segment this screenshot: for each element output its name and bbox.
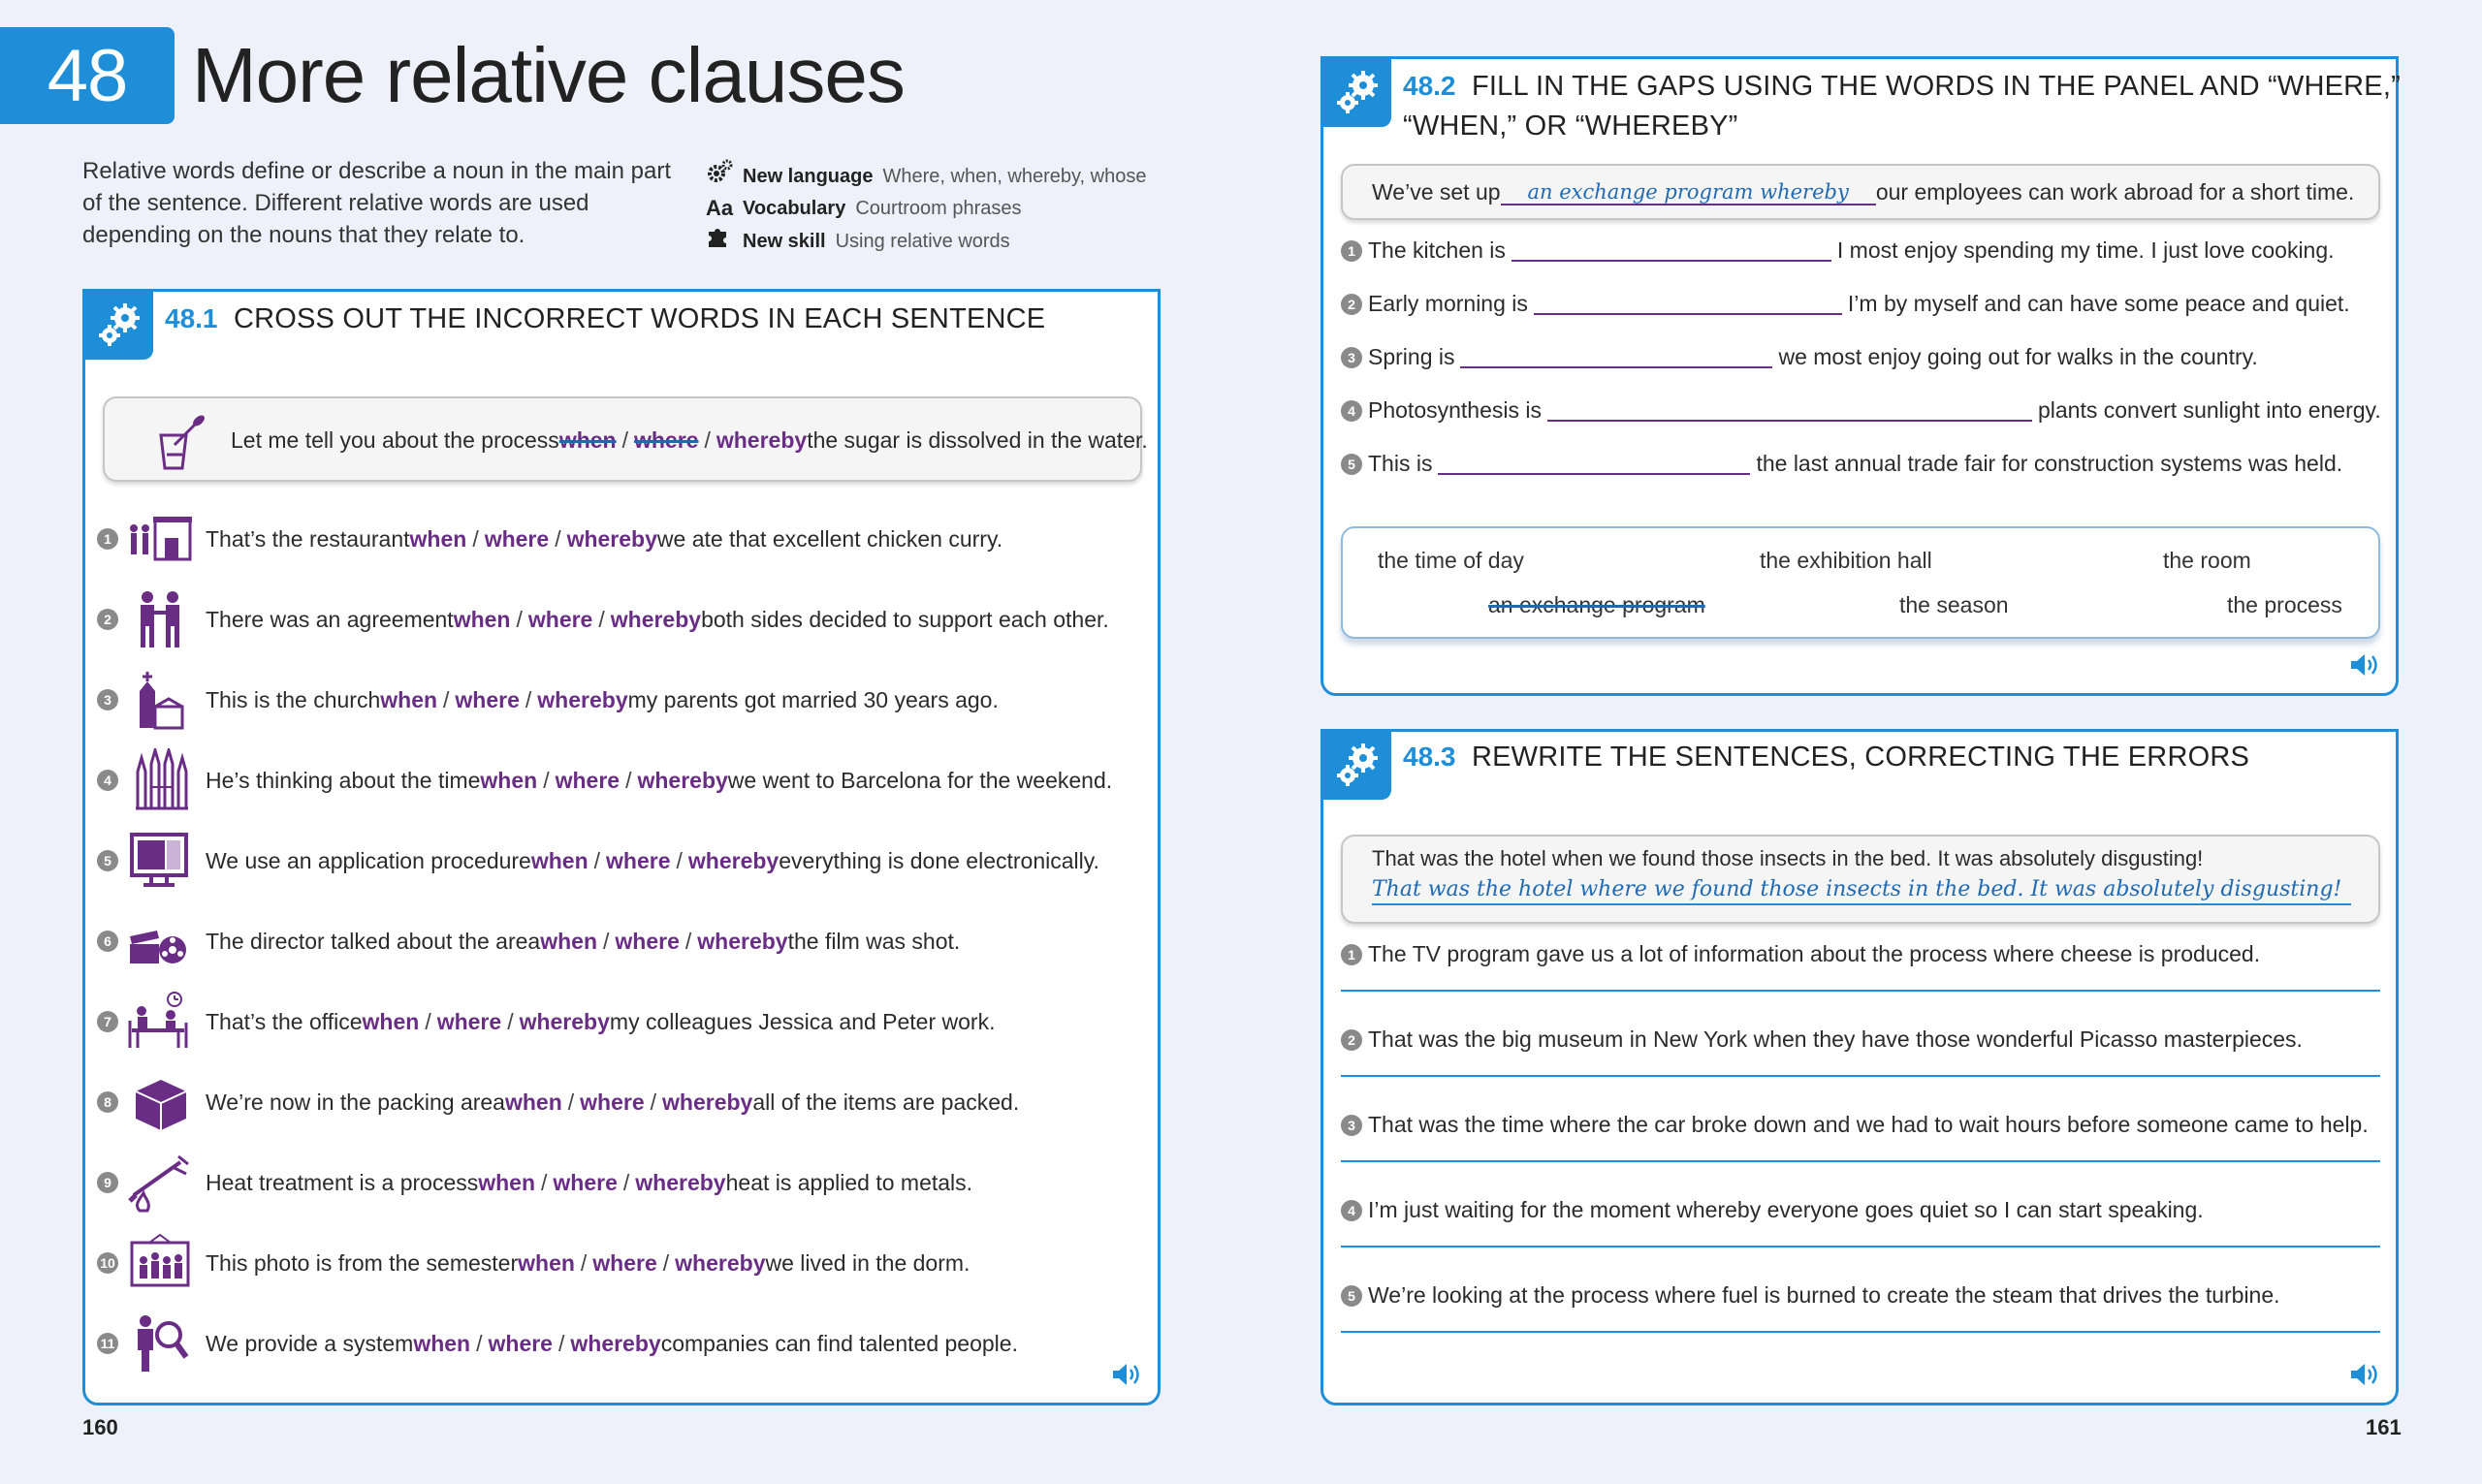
option-where[interactable]: where xyxy=(488,1330,553,1356)
meta-new-language xyxy=(706,159,1146,193)
example-text-before: Let me tell you about the process xyxy=(231,427,559,453)
list-item xyxy=(1341,1112,2369,1138)
item-number: 2 xyxy=(1341,294,1362,315)
item-number: 10 xyxy=(97,1252,118,1274)
option-when[interactable]: when xyxy=(380,686,438,712)
sentence-end: companies can find talented people. xyxy=(660,1330,1018,1356)
word-item[interactable]: the time of day xyxy=(1378,548,1524,573)
item-number: 5 xyxy=(1341,1285,1362,1307)
word-item[interactable]: the exhibition hall xyxy=(1760,548,1932,573)
sentence-end: we ate that excellent chicken curry. xyxy=(656,525,1003,552)
sentence-start: This is the church xyxy=(206,686,381,712)
option-when[interactable]: when xyxy=(478,1169,536,1195)
option-where[interactable]: where xyxy=(592,1249,657,1276)
sentence-start: He’s thinking about the time xyxy=(206,767,481,793)
option-when[interactable]: when xyxy=(453,606,511,632)
speaker-icon[interactable] xyxy=(2349,652,2382,679)
sentence-start: That’s the office xyxy=(206,1008,363,1034)
list-item xyxy=(1341,237,2335,264)
list-item xyxy=(97,829,1099,893)
chapter-number: 48 xyxy=(0,27,175,124)
sentence-text: We’re looking at the process where fuel is burned to create the steam that drives the turbine. xyxy=(1368,1282,2280,1308)
option-whereby[interactable]: whereby xyxy=(570,1330,661,1356)
option-when[interactable]: when xyxy=(413,1330,471,1356)
sentence-start: There was an agreement xyxy=(206,606,454,632)
answer-line[interactable] xyxy=(1341,1160,2380,1162)
answer-line[interactable] xyxy=(1341,1246,2380,1247)
list-item xyxy=(97,990,995,1054)
item-number: 6 xyxy=(97,931,118,952)
sentence-text: That was the time where the car broke down and we had to wait hours before someone came to help. xyxy=(1368,1112,2369,1137)
list-item xyxy=(97,1070,1019,1134)
option-whereby[interactable]: whereby xyxy=(537,686,628,712)
item-number: 1 xyxy=(1341,944,1362,965)
option-separator: / xyxy=(557,1330,565,1356)
list-item xyxy=(1341,397,2381,424)
example-option-crossed[interactable]: when xyxy=(558,427,617,453)
option-where[interactable]: where xyxy=(580,1089,645,1115)
list-item xyxy=(1341,1026,2303,1053)
sentence-start: We’re now in the packing area xyxy=(206,1089,505,1115)
option-separator: / xyxy=(622,1169,630,1195)
option-when[interactable]: when xyxy=(480,767,538,793)
sentence-end: all of the items are packed. xyxy=(752,1089,1020,1115)
item-number: 3 xyxy=(97,689,118,710)
item-number: 5 xyxy=(1341,454,1362,475)
answer-line[interactable] xyxy=(1341,1331,2380,1333)
option-where[interactable]: where xyxy=(455,686,520,712)
option-separator: / xyxy=(541,1169,548,1195)
example-answer: an exchange program whereby xyxy=(1501,180,1876,205)
gear-icon xyxy=(1323,732,1391,800)
option-where[interactable]: where xyxy=(436,1008,502,1034)
option-separator: / xyxy=(676,847,683,873)
answer-gap[interactable] xyxy=(1438,454,1750,475)
magnifier-person-icon xyxy=(126,1311,194,1375)
item-number: 4 xyxy=(97,770,118,791)
option-separator: / xyxy=(543,767,550,793)
list-item xyxy=(1341,291,2350,317)
sentence-start: Spring is xyxy=(1368,344,1455,369)
item-number: 4 xyxy=(1341,400,1362,422)
meta-key: Vocabulary xyxy=(743,198,846,219)
option-separator: / xyxy=(684,928,692,954)
sentence-start: That’s the restaurant xyxy=(206,525,410,552)
item-number: 2 xyxy=(1341,1029,1362,1051)
option-separator: / xyxy=(525,686,532,712)
list-item xyxy=(97,587,1109,651)
sentence-start: We provide a system xyxy=(206,1330,414,1356)
sentence-end: the last annual trade fair for construction systems was held. xyxy=(1756,451,2343,476)
sentence-text: I’m just waiting for the moment whereby everyone goes quiet so I can start speaking. xyxy=(1368,1197,2204,1222)
option-separator: / xyxy=(507,1008,514,1034)
option-whereby[interactable]: whereby xyxy=(662,1089,753,1115)
option-separator: / xyxy=(476,1330,483,1356)
list-item xyxy=(97,1311,1018,1375)
item-number: 7 xyxy=(97,1011,118,1032)
group-photo-icon xyxy=(126,1231,194,1295)
page-number-left: 160 xyxy=(82,1415,118,1439)
option-separator: / xyxy=(443,686,450,712)
speaker-icon[interactable] xyxy=(1111,1362,1144,1389)
exercise-title: FILL IN THE GAPS USING THE WORDS IN THE PANEL AND “WHERE,” xyxy=(1471,71,2401,102)
example-option-crossed[interactable]: where xyxy=(633,427,699,453)
option-when[interactable]: when xyxy=(518,1249,575,1276)
list-item xyxy=(1341,344,2258,370)
list-item xyxy=(97,909,960,973)
gear-icon xyxy=(706,159,743,193)
answer-line[interactable] xyxy=(1341,990,2380,992)
answer-line[interactable] xyxy=(1341,1075,2380,1077)
list-item xyxy=(97,1231,970,1295)
option-whereby[interactable]: whereby xyxy=(519,1008,610,1034)
page-number-right: 161 xyxy=(2366,1415,2402,1439)
option-separator: / xyxy=(567,1089,575,1115)
church-icon xyxy=(126,668,194,732)
answer-gap[interactable] xyxy=(1547,400,2032,422)
item-number: 3 xyxy=(1341,347,1362,368)
example-box xyxy=(1341,164,2380,220)
office-desk-icon xyxy=(126,990,194,1054)
option-separator: / xyxy=(662,1249,670,1276)
sentence-start: This photo is from the semester xyxy=(206,1249,519,1276)
item-number: 11 xyxy=(97,1333,118,1354)
option-separator: / xyxy=(580,1249,588,1276)
example-text-before: We’ve set up xyxy=(1372,179,1501,205)
example-text: That was the hotel when we found those insects in the bed. It was absolutely disgusting! xyxy=(1372,846,2204,870)
sentence-start: This is xyxy=(1368,451,1433,476)
sentence-end: I’m by myself and can have some peace and quiet. xyxy=(1847,291,2350,316)
exercise-48-1-panel xyxy=(82,289,1161,1405)
heat-treatment-icon xyxy=(126,1151,194,1215)
option-separator: / xyxy=(555,525,561,552)
exercise-48-2-panel xyxy=(1321,56,2399,696)
list-item xyxy=(97,748,1112,812)
sentence-start: We use an application procedure xyxy=(206,847,531,873)
option-separator: / xyxy=(516,606,523,632)
example-box xyxy=(1341,835,2380,924)
sentence-end: my parents got married 30 years ago. xyxy=(627,686,999,712)
word-item[interactable]: the room xyxy=(2163,548,2251,573)
sentence-end: heat is applied to metals. xyxy=(725,1169,973,1195)
sentence-text: That was the big museum in New York when they have those wonderful Picasso masterpieces. xyxy=(1368,1026,2303,1052)
option-where[interactable]: where xyxy=(527,606,593,632)
list-item xyxy=(1341,941,2260,967)
item-number: 5 xyxy=(97,850,118,871)
option-where[interactable]: where xyxy=(484,525,550,552)
meta-value: Where, when, whereby, whose xyxy=(882,165,1147,187)
option-where[interactable]: where xyxy=(615,928,680,954)
option-whereby[interactable]: whereby xyxy=(697,928,788,954)
aa-icon: Aa xyxy=(706,196,734,220)
sentence-end: both sides decided to support each other. xyxy=(701,606,1109,632)
meta-key: New language xyxy=(743,165,874,187)
film-camera-icon xyxy=(126,909,194,973)
exercise-number: 48.1 xyxy=(165,303,218,333)
list-item xyxy=(1341,1282,2280,1309)
sentence-start: Photosynthesis is xyxy=(1368,397,1542,423)
sentence-end: we lived in the dorm. xyxy=(765,1249,971,1276)
exercise-48-3-panel xyxy=(1321,729,2399,1405)
example-box: Let me tell you about the process when / where / whereby the sugar is dissolved in the water. xyxy=(103,396,1142,482)
option-separator: / xyxy=(598,606,605,632)
sentence-end: we most enjoy going out for walks in the country. xyxy=(1778,344,2258,369)
meta-new-skill xyxy=(706,224,1146,258)
exercise-number: 48.3 xyxy=(1403,742,1456,772)
exercise-number: 48.2 xyxy=(1403,71,1456,101)
option-separator: / xyxy=(650,1089,657,1115)
cathedral-icon xyxy=(126,748,194,812)
sentence-text: The TV program gave us a lot of information about the process where cheese is produced. xyxy=(1368,941,2261,966)
example-answer: That was the hotel where we found those insects in the bed. It was absolutely disgusting! xyxy=(1372,877,2351,905)
meta-vocabulary xyxy=(706,193,1146,224)
option-separator: / xyxy=(425,1008,431,1034)
handshake-icon xyxy=(126,587,194,651)
option-when[interactable]: when xyxy=(530,847,589,873)
option-whereby[interactable]: whereby xyxy=(610,606,702,632)
sentence-end: my colleagues Jessica and Peter work. xyxy=(609,1008,996,1034)
option-where[interactable]: where xyxy=(555,767,620,793)
option-when[interactable]: when xyxy=(540,928,597,954)
item-number: 3 xyxy=(1341,1115,1362,1136)
word-item[interactable]: the season xyxy=(1899,592,2009,617)
option-whereby[interactable]: whereby xyxy=(637,767,728,793)
meta-value: Courtroom phrases xyxy=(855,198,1022,219)
example-text-after: our employees can work abroad for a short time. xyxy=(1875,179,2355,205)
option-where[interactable]: where xyxy=(553,1169,618,1195)
speaker-icon[interactable] xyxy=(2349,1362,2382,1389)
sentence-start: Early morning is xyxy=(1368,291,1528,316)
option-separator: / xyxy=(472,525,479,552)
item-number: 9 xyxy=(97,1172,118,1193)
option-when[interactable]: when xyxy=(409,525,467,552)
sentence-start: The director talked about the area xyxy=(206,928,541,954)
package-box-icon xyxy=(126,1070,194,1134)
option-when[interactable]: when xyxy=(504,1089,562,1115)
meta-key: New skill xyxy=(743,230,826,252)
item-number: 2 xyxy=(97,609,118,630)
chapter-meta xyxy=(706,159,1146,258)
sentence-end: I most enjoy spending my time. I just love cooking. xyxy=(1836,237,2335,263)
list-item xyxy=(97,1151,972,1215)
word-item-used[interactable]: an exchange program xyxy=(1488,592,1705,617)
intro-text: Relative words define or describe a noun in the main part of the sentence. Different relative words are used depending on the nouns that they relate to. xyxy=(82,158,672,248)
example-option-correct[interactable]: whereby xyxy=(716,427,808,453)
option-separator: / xyxy=(593,847,601,873)
puzzle-icon xyxy=(706,224,743,258)
example-text-after: the sugar is dissolved in the water. xyxy=(807,427,1148,453)
exercise-title: REWRITE THE SENTENCES, CORRECTING THE ERRORS xyxy=(1471,742,2250,773)
option-whereby[interactable]: whereby xyxy=(566,525,657,552)
item-number: 1 xyxy=(97,528,118,550)
option-separator: / xyxy=(603,928,610,954)
sugar-spoon-icon xyxy=(153,414,207,477)
exercise-title: CROSS OUT THE INCORRECT WORDS IN EACH SENTENCE xyxy=(233,303,1046,334)
option-whereby[interactable]: whereby xyxy=(675,1249,766,1276)
item-number: 4 xyxy=(1341,1200,1362,1221)
option-where[interactable]: where xyxy=(606,847,671,873)
gear-icon xyxy=(1323,59,1391,127)
word-panel xyxy=(1341,526,2380,639)
word-item[interactable]: the process xyxy=(2227,592,2342,617)
option-when[interactable]: when xyxy=(362,1008,420,1034)
option-separator: / xyxy=(625,767,632,793)
option-whereby[interactable]: whereby xyxy=(635,1169,726,1195)
list-item xyxy=(97,507,1002,571)
item-number: 8 xyxy=(97,1091,118,1113)
restaurant-icon xyxy=(126,507,194,571)
answer-gap[interactable] xyxy=(1460,347,1772,368)
answer-gap[interactable] xyxy=(1511,240,1831,262)
sentence-end: everything is done electronically. xyxy=(779,847,1099,873)
sentence-end: plants convert sunlight into energy. xyxy=(2037,397,2381,423)
page-title: More relative clauses xyxy=(192,32,905,118)
gear-icon xyxy=(85,292,153,360)
meta-value: Using relative words xyxy=(835,230,1010,252)
sentence-start: Heat treatment is a process xyxy=(206,1169,479,1195)
sentence-end: the film was shot. xyxy=(787,928,961,954)
exercise-title-line2: “WHEN,” OR “WHEREBY” xyxy=(1403,111,1738,142)
list-item xyxy=(1341,451,2342,477)
option-whereby[interactable]: whereby xyxy=(687,847,780,873)
computer-monitor-icon xyxy=(126,829,194,893)
item-number: 1 xyxy=(1341,240,1362,262)
list-item xyxy=(97,668,999,732)
list-item xyxy=(1341,1197,2204,1223)
sentence-end: we went to Barcelona for the weekend. xyxy=(727,767,1113,793)
answer-gap[interactable] xyxy=(1534,294,1842,315)
sentence-start: The kitchen is xyxy=(1368,237,1506,263)
